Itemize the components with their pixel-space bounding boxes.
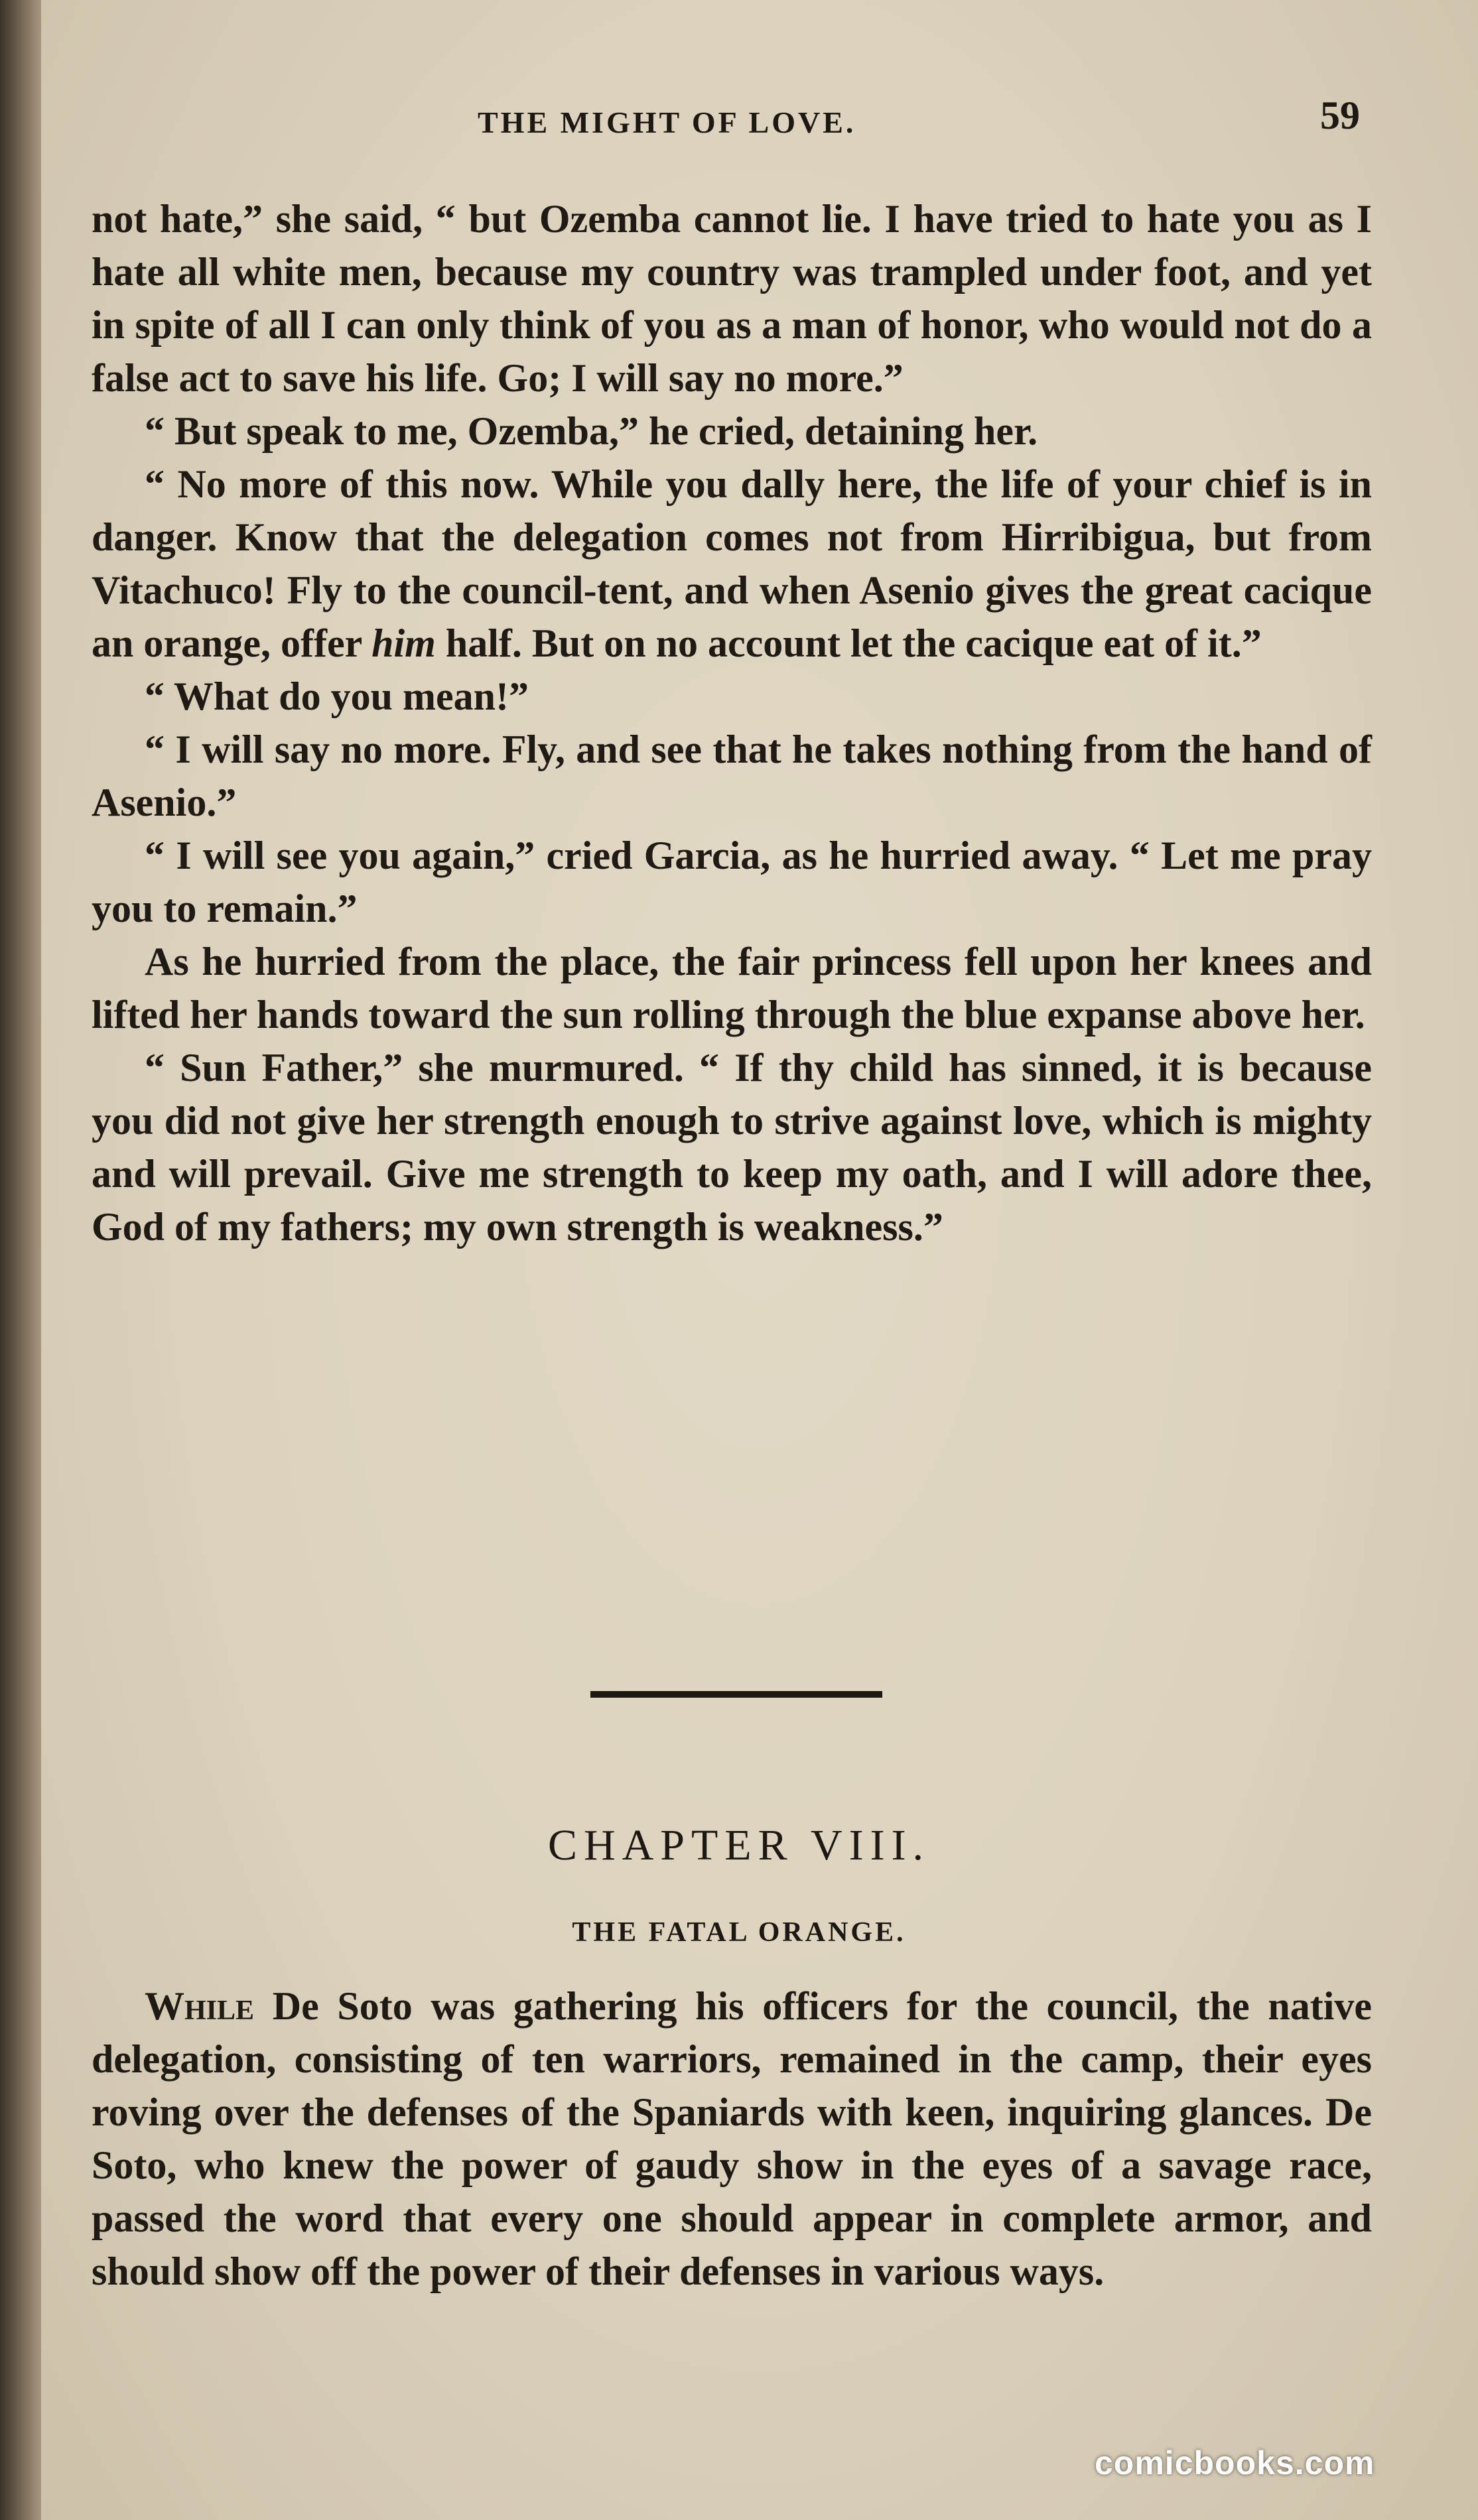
book-gutter [0, 0, 41, 2520]
paragraph-8: “ Sun Father,” she murmured. “ If thy child has sinned, it is because you did not give her strength enough to strive against love, which is mighty and will prevail. Give me strength to keep my oath, and I will adore thee, God of my fathers; my own strength is weakness.” [92, 1046, 1372, 1249]
page-header [0, 93, 1478, 146]
italic-word: him [371, 621, 436, 665]
paragraph-2: “ But speak to me, Ozemba,” he cried, detaining her. [145, 409, 1038, 453]
section-divider-rule [590, 1691, 882, 1698]
paragraph-3-tail: half. But on no account let the cacique eat of it.” [435, 621, 1262, 665]
page-number: 59 [1320, 94, 1360, 137]
chapter-heading: CHAPTER VIII. [547, 1821, 931, 1869]
body-text [92, 192, 1372, 1253]
paragraph-7: As he hurried from the place, the fair princess fell upon her knees and lifted her hands toward the sun rolling through the blue expanse above her. [92, 940, 1372, 1037]
chapter-body-text [92, 1980, 1372, 2298]
paragraph-3 [92, 458, 1372, 670]
site-watermark: comicbooks.com [1095, 2444, 1375, 2482]
chapter-lead-word: While [145, 1984, 255, 2028]
paragraph-1: not hate,” she said, “ but Ozemba cannot lie. I have tried to hate you as I hate all white men, because my country was trampled under foot, and yet in spite of all I can only think of you as a man of honor, who would not do a false act to save his life. Go; I will say no more.” [92, 197, 1372, 400]
paragraph-4: “ What do you mean!” [145, 674, 529, 718]
chapter-paragraph: De Soto was gathering his officers for the council, the native delegation, consisting of ten warriors, remained in the camp, their eyes roving over the defenses of the Spaniards with keen, inquiring glances. De Soto, who knew the power of gaudy show in the eyes of a savage race, passed the word that every one should appear in complete armor, and should show off the power of their defenses in various ways. [92, 1984, 1372, 2293]
paragraph-3-text: “ No more of this now. While you dally here, the life of your chief is in danger. Know that the delegation comes not from Hirribigua, but from Vitachuco! Fly to the council-tent, and when Asenio gives the great cacique an orange, offer [92, 462, 1372, 665]
chapter-subtitle: THE FATAL ORANGE. [572, 1917, 906, 1948]
paragraph-5: “ I will say no more. Fly, and see that he takes nothing from the hand of Asenio.” [92, 727, 1372, 824]
paragraph-6: “ I will see you again,” cried Garcia, as he hurried away. “ Let me pray you to remain.” [92, 834, 1372, 930]
running-title: THE MIGHT OF LOVE. [478, 105, 856, 139]
